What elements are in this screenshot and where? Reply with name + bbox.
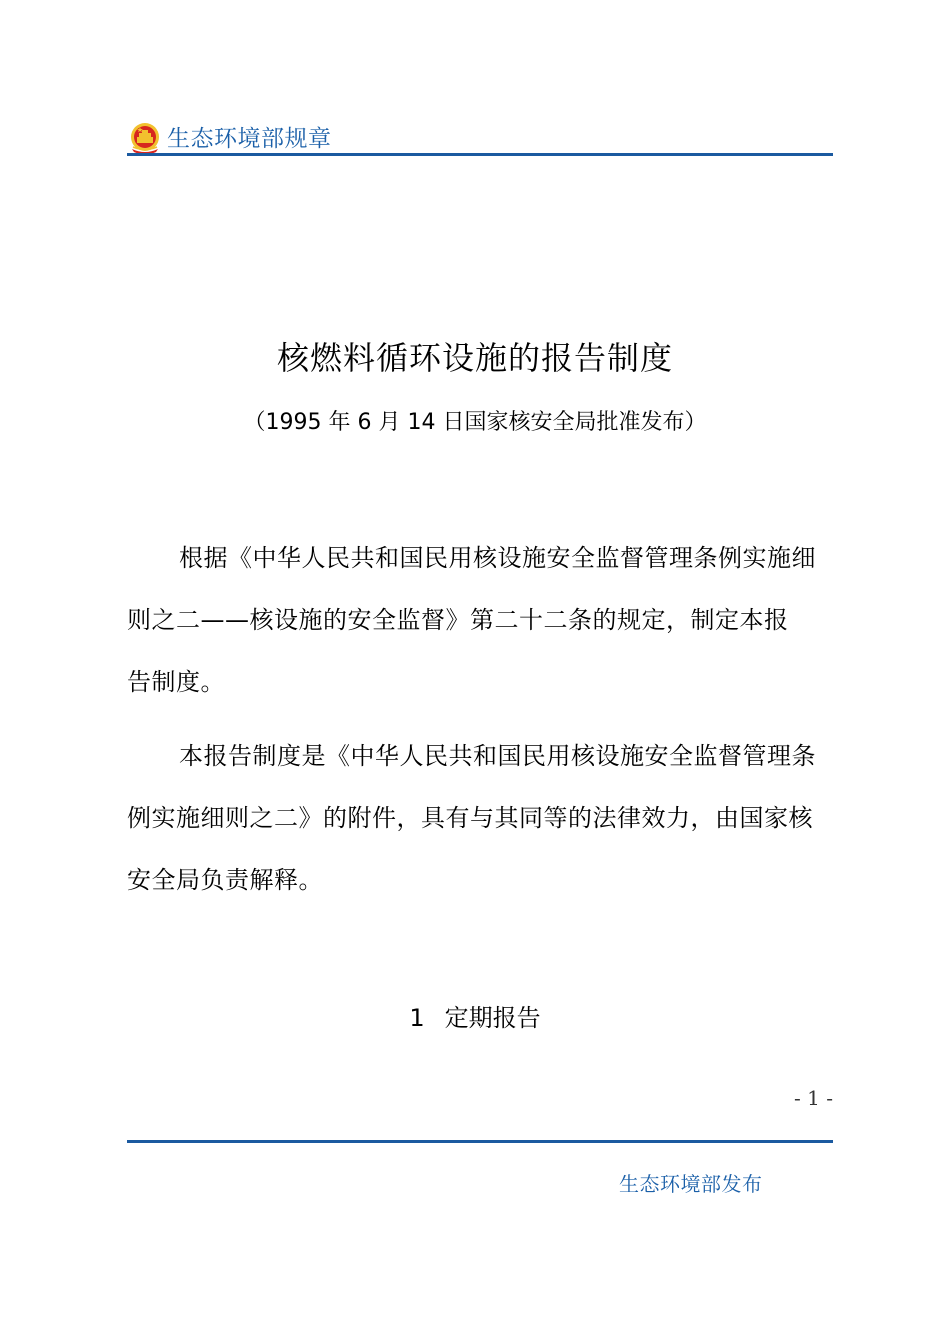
paragraph-line: 例实施细则之二》的附件，具有与其同等的法律效力，由国家核: [127, 804, 813, 832]
page-header: [127, 118, 833, 158]
paragraph-line: 根据《中华人民共和国民用核设施安全监督管理条例实施细: [179, 544, 816, 572]
paragraph-line: 则之二——核设施的安全监督》第二十二条的规定，制定本报: [127, 606, 789, 634]
section-title: 定期报告: [444, 1004, 541, 1032]
document-subtitle: （1995 年 6 月 14 日国家核安全局批准发布）: [243, 410, 707, 435]
document-title: 核燃料循环设施的报告制度: [276, 339, 673, 377]
page-number: - 1 -: [794, 1086, 833, 1110]
paragraph: [127, 725, 833, 911]
paragraph-line: 本报告制度是《中华人民共和国民用核设施安全监督管理条: [179, 742, 816, 770]
paragraph-line: 告制度。: [127, 668, 225, 696]
section-number: 1: [409, 1004, 425, 1032]
national-emblem-icon: [128, 121, 162, 155]
footer-divider: [127, 1140, 833, 1143]
header-title: 生态环境部规章: [167, 126, 332, 152]
paragraph-line: 安全局负责解释。: [127, 866, 323, 894]
paragraph: [127, 527, 833, 713]
header-divider: [127, 153, 833, 156]
footer-publisher: 生态环境部发布: [619, 1172, 763, 1196]
section-heading: [0, 1000, 950, 1036]
